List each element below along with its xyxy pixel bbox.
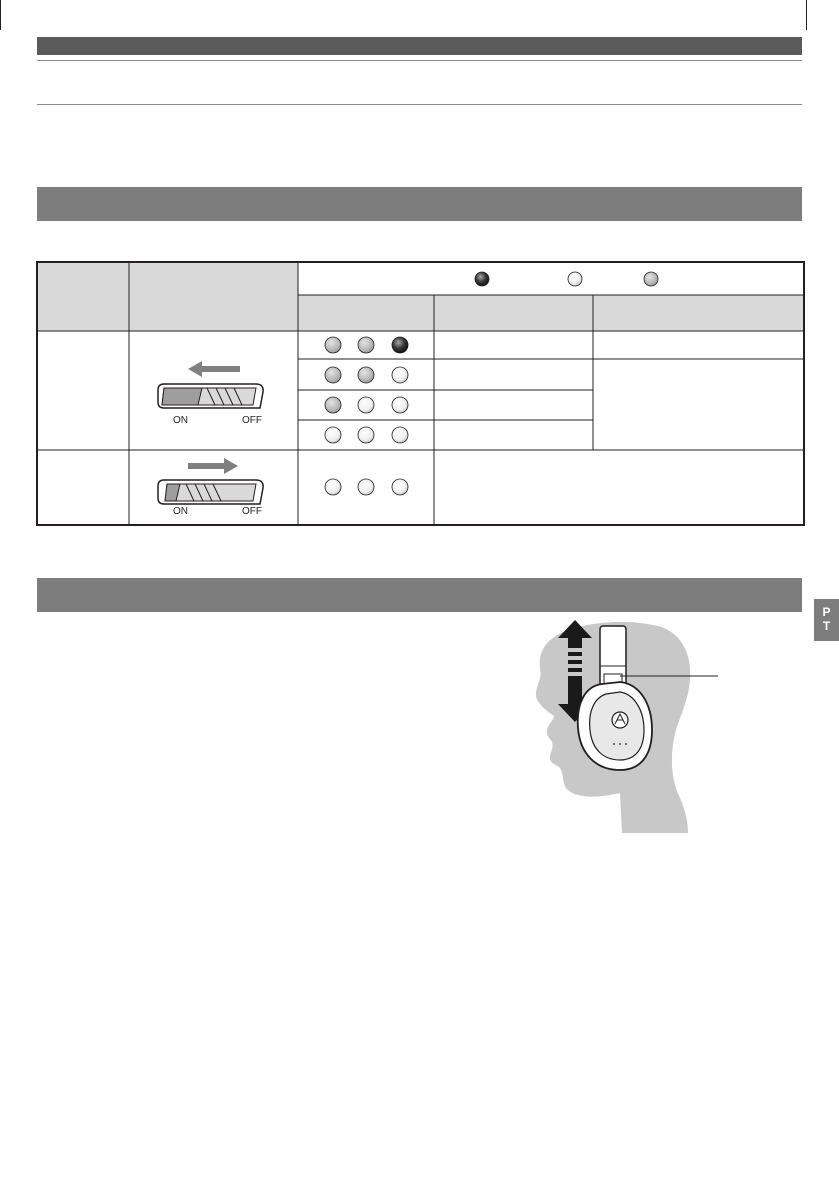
led-gray-icon <box>644 272 658 286</box>
led-dark-icon <box>392 337 408 353</box>
language-tab-line1: P <box>822 605 831 619</box>
led-white-icon <box>568 272 582 286</box>
led-white-icon <box>392 367 408 383</box>
led-gray-icon <box>358 337 374 353</box>
table-header-top <box>298 262 805 295</box>
led-white-icon <box>325 479 341 495</box>
headphone-wearing-illustration <box>520 618 730 836</box>
table-header-col2 <box>129 262 298 331</box>
switch-off-label: OFF <box>242 415 262 426</box>
led-rows <box>325 337 408 495</box>
header-rule <box>37 60 802 61</box>
switch-off-illustration <box>158 458 263 517</box>
led-dark-icon <box>475 272 489 286</box>
led-gray-icon <box>325 367 341 383</box>
section-bar-wearing <box>37 578 802 612</box>
indicator-table <box>36 261 806 527</box>
switch-off-label-2: OFF <box>242 506 262 517</box>
led-white-icon <box>392 427 408 443</box>
table-header-sub <box>298 295 805 331</box>
language-tab <box>814 599 839 641</box>
led-white-icon <box>358 397 374 413</box>
switch-on-label: ON <box>173 415 188 426</box>
ear-cup <box>578 682 652 770</box>
led-gray-icon <box>358 367 374 383</box>
led-gray-icon <box>325 397 341 413</box>
language-tab-line2: T <box>822 619 831 633</box>
header-rule-lower <box>37 104 802 105</box>
led-white-icon <box>325 427 341 443</box>
crop-mark-left <box>0 0 1 30</box>
led-white-icon <box>392 479 408 495</box>
switch-on-label-2: ON <box>173 506 188 517</box>
led-gray-icon <box>325 337 341 353</box>
switch-on-illustration <box>158 361 263 426</box>
crop-mark-right <box>806 0 807 30</box>
led-white-icon <box>392 397 408 413</box>
arrow-right-icon <box>188 458 238 474</box>
led-white-icon <box>358 427 374 443</box>
led-white-icon <box>358 479 374 495</box>
table-header-col1 <box>37 262 129 331</box>
page-header-bar <box>37 37 802 55</box>
arrow-left-icon <box>188 361 240 377</box>
section-bar-indicator <box>37 187 802 221</box>
